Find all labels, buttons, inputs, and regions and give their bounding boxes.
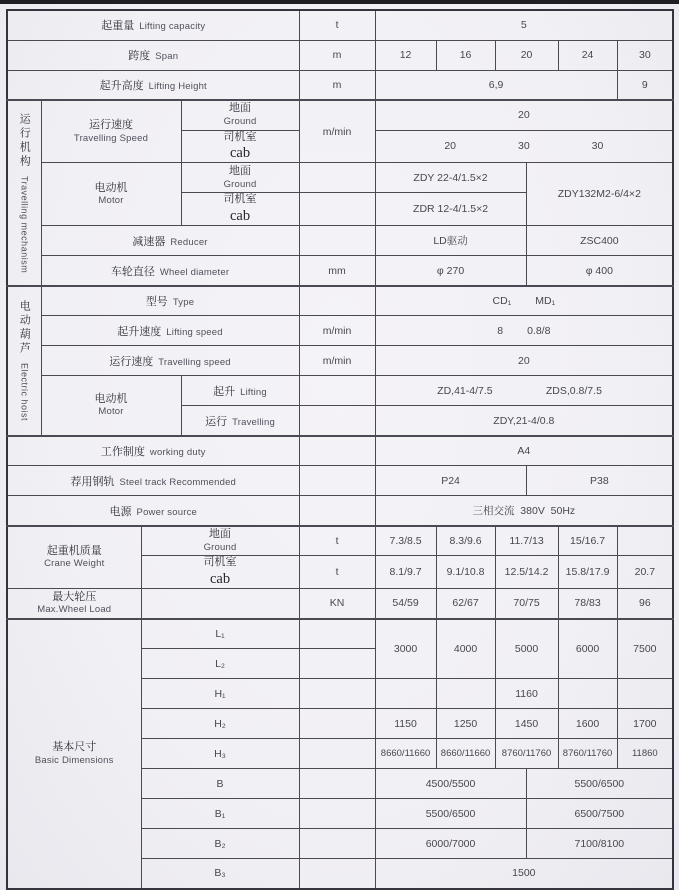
hoist-motor-lifting-value-1: ZD,41-4/7.5 [437,384,493,397]
page-top-rule [0,0,679,4]
crane-weight-cab-value-2: 9.1/10.8 [436,556,495,589]
hoist-motor-lifting-unit [299,376,375,406]
tm-motor-ground-label [181,163,299,193]
row-tm-speed-ground [7,100,673,130]
dim-l2-unit [299,649,375,679]
crane-weight-ground-label [141,526,299,556]
hoist-travelling-speed-label [41,346,299,376]
crane-weight-label-en: Crane Weight [44,558,105,570]
lifting-capacity-label [7,10,299,40]
max-wheel-load-value-4: 78/83 [558,589,617,619]
row-wheel-diameter [7,256,673,286]
dim-l1-unit [299,619,375,649]
lifting-capacity-unit: t [299,10,375,40]
hoist-travelling-speed-label-cn: 运行速度 [109,355,154,368]
lifting-height-label-en: Lifting Height [148,80,207,92]
tm-speed-label-cn: 运行速度 [89,118,133,131]
lifting-capacity-label-en: Lifting capacity [139,21,206,33]
working-duty-label [7,436,299,466]
lifting-capacity-value: 5 [375,10,673,40]
hoist-motor-travelling-en: Travelling [232,416,275,428]
lifting-height-value-main: 6,9 [375,70,617,100]
dim-l12-value-5: 7500 [617,619,673,679]
tm-motor-merged-value: ZDY132M2-6/4×2 [526,163,673,226]
row-working-duty [7,436,673,466]
row-reducer [7,226,673,256]
hoist-travelling-speed-label-en: Travelling speed [158,356,231,368]
reducer-unit [299,226,375,256]
crane-weight-cab-value-5: 20.7 [617,556,673,589]
hoist-type-label [41,286,299,316]
power-source-unit [299,496,375,526]
hoist-travelling-speed-value: 20 [375,346,673,376]
basic-dimensions-label [7,619,141,889]
hoist-type-unit [299,286,375,316]
wheel-diameter-label [41,256,299,286]
hoist-type-values [375,286,673,316]
span-value-20: 20 [495,40,558,70]
max-wheel-load-value-2: 62/67 [436,589,495,619]
row-dim-l1 [7,619,673,649]
hoist-lifting-speed-values [375,316,673,346]
basic-dimensions-label-cn: 基本尺寸 [52,740,97,753]
crane-weight-cab-unit: t [299,556,375,589]
tm-motor-cab-value: ZDR 12-4/1.5×2 [375,193,526,226]
wheel-diameter-unit: mm [299,256,375,286]
power-source-label-cn: 电源 [109,505,132,518]
crane-spec-table [6,9,674,890]
dim-b2-symbol: B₂ [141,829,299,859]
tm-motor-cab-en: cab [229,208,251,225]
basic-dimensions-label-en: Basic Dimensions [34,754,114,766]
dim-l2-symbol: L₂ [141,649,299,679]
dim-h3-symbol: H₃ [141,739,299,769]
reducer-value-left: LD驱动 [375,226,526,256]
row-crane-weight-ground [7,526,673,556]
hoist-lifting-speed-label-en: Lifting speed [166,326,223,338]
max-wheel-load-sublabel-empty [141,589,299,619]
row-hoist-type [7,286,673,316]
max-wheel-load-label-en: Max.Wheel Load [37,604,112,616]
crane-weight-ground-unit: t [299,526,375,556]
dim-h1-value-5 [617,679,673,709]
dim-h3-unit [299,739,375,769]
tm-speed-ground-en: Ground [223,116,257,128]
crane-weight-ground-value-1: 7.3/8.5 [375,526,436,556]
dim-b2-value-right: 7100/8100 [526,829,673,859]
dim-b3-unit [299,859,375,889]
tm-motor-label-cn: 电动机 [94,181,128,194]
hoist-type-label-cn: 型号 [145,296,168,308]
dim-h1-value-3: 1160 [495,679,558,709]
tm-motor-cab-label [181,193,299,226]
tm-motor-cab-cn: 司机室 [223,193,257,206]
dim-h1-value-4 [558,679,617,709]
hoist-section-label-en: Electric hoist [19,363,30,422]
crane-weight-ground-value-4: 15/16.7 [558,526,617,556]
span-value-30: 30 [617,40,673,70]
crane-weight-cab-label [141,556,299,589]
lifting-height-label-cn: 起升高度 [99,79,144,92]
row-power-source [7,496,673,526]
max-wheel-load-value-5: 96 [617,589,673,619]
span-label-cn: 跨度 [128,50,151,62]
crane-weight-label [7,526,141,589]
row-tm-motor-ground [7,163,673,193]
dim-b1-symbol: B₁ [141,799,299,829]
dim-b-unit [299,769,375,799]
dim-l12-value-1: 3000 [375,619,436,679]
crane-weight-cab-cn: 司机室 [203,556,237,569]
crane-weight-ground-value-2: 8.3/9.6 [436,526,495,556]
tm-speed-cab-en: cab [229,145,251,162]
reducer-value-right: ZSC400 [526,226,673,256]
tm-section-label-cn: 运行机构 [18,112,31,169]
power-source-label [7,496,299,526]
reducer-label-en: Reducer [170,236,208,248]
steel-track-label [7,466,299,496]
row-max-wheel-load [7,589,673,619]
dim-h2-unit [299,709,375,739]
tm-speed-label [41,100,181,163]
hoist-lifting-speed-unit: m/min [299,316,375,346]
working-duty-label-en: working duty [149,447,206,458]
dim-h1-unit [299,679,375,709]
row-lifting-capacity [7,10,673,40]
tm-speed-cab-value-3: 30 [591,140,604,153]
tm-motor-label-en: Motor [98,195,124,207]
hoist-motor-lifting-values [375,376,673,406]
tm-speed-label-en: Travelling Speed [73,132,149,144]
tm-motor-ground-unit [299,163,375,193]
tm-motor-ground-en: Ground [223,178,257,190]
dim-h2-value-1: 1150 [375,709,436,739]
lifting-height-value-30: 9 [617,70,673,100]
working-duty-label-cn: 工作制度 [100,446,145,458]
dim-h2-value-3: 1450 [495,709,558,739]
dim-h2-value-4: 1600 [558,709,617,739]
tm-motor-label [41,163,181,226]
dim-h3-value-1: 8660/11660 [375,739,436,769]
dim-h2-value-2: 1250 [436,709,495,739]
max-wheel-load-label-cn: 最大轮压 [52,590,97,603]
max-wheel-load-label [7,589,141,619]
tm-motor-ground-value: ZDY 22-4/1.5×2 [375,163,526,193]
wheel-diameter-label-cn: 车轮直径 [110,265,155,278]
hoist-section-label [7,286,41,436]
span-value-24: 24 [558,40,617,70]
crane-weight-cab-value-3: 12.5/14.2 [495,556,558,589]
crane-weight-ground-value-3: 11.7/13 [495,526,558,556]
crane-weight-cab-value-1: 8.1/9.7 [375,556,436,589]
dim-l12-value-3: 5000 [495,619,558,679]
hoist-motor-label-cn: 电动机 [94,392,128,405]
hoist-motor-label-en: Motor [98,406,124,418]
dim-h1-symbol: H₁ [141,679,299,709]
dim-b-symbol: B [141,769,299,799]
max-wheel-load-unit: KN [299,589,375,619]
crane-weight-ground-value-5 [617,526,673,556]
dim-h3-value-3: 8760/11760 [495,739,558,769]
hoist-motor-travelling-unit [299,406,375,436]
hoist-lifting-speed-label [41,316,299,346]
span-label-en: Span [155,51,179,62]
crane-weight-cab-value-4: 15.8/17.9 [558,556,617,589]
power-source-value: 三相交流 380V 50Hz [375,496,673,526]
dim-b1-value-left: 5500/6500 [375,799,526,829]
tm-speed-cab-value-2: 30 [517,140,530,153]
hoist-motor-lifting-value-2: ZDS,0.8/7.5 [545,384,602,397]
hoist-type-value-md: MD₁ [535,295,556,307]
row-hoist-lifting-speed [7,316,673,346]
steel-track-value-right: P38 [526,466,673,496]
hoist-travelling-speed-unit: m/min [299,346,375,376]
dim-h3-value-5: 11860 [617,739,673,769]
dim-l12-value-4: 6000 [558,619,617,679]
steel-track-label-en: Steel track Recommended [119,476,237,488]
lifting-height-unit: m [299,70,375,100]
row-lifting-height [7,70,673,100]
tm-speed-ground-value: 20 [375,100,673,130]
tm-speed-cab-cn: 司机室 [223,130,257,143]
dim-h3-value-2: 8660/11660 [436,739,495,769]
row-hoist-motor-lifting [7,376,673,406]
hoist-lifting-speed-value-1: 8 [497,324,504,337]
steel-track-value-left: P24 [375,466,526,496]
steel-track-label-cn: 荐用钢轨 [70,475,115,488]
hoist-type-label-en: Type [172,297,195,308]
row-steel-track [7,466,673,496]
span-value-16: 16 [436,40,495,70]
crane-weight-label-cn: 起重机质量 [46,544,102,557]
hoist-lifting-speed-label-cn: 起升速度 [117,325,162,338]
hoist-motor-travelling-cn: 运行 [205,415,228,428]
reducer-label-cn: 减速器 [132,235,166,248]
tm-speed-cab-values [375,130,673,163]
tm-speed-ground-cn: 地面 [229,102,252,115]
tm-speed-unit: m/min [299,100,375,163]
dim-h2-value-5: 1700 [617,709,673,739]
dim-h3-value-4: 8760/11760 [558,739,617,769]
dim-h2-symbol: H₂ [141,709,299,739]
dim-h1-value-1 [375,679,436,709]
power-source-label-en: Power source [136,506,198,518]
reducer-label [41,226,299,256]
wheel-diameter-value-left: φ 270 [375,256,526,286]
dim-b2-unit [299,829,375,859]
hoist-motor-travelling-value: ZDY,21-4/0.8 [375,406,673,436]
dim-b1-value-right: 6500/7500 [526,799,673,829]
tm-motor-ground-cn: 地面 [229,165,252,178]
dim-b-value-right: 5500/6500 [526,769,673,799]
span-label [7,40,299,70]
wheel-diameter-label-en: Wheel diameter [159,266,230,278]
dim-h1-value-2 [436,679,495,709]
hoist-type-value-cd: CD₁ [492,295,512,307]
span-value-12: 12 [375,40,436,70]
tm-speed-cab-value-1: 20 [444,140,457,153]
wheel-diameter-value-right: φ 400 [526,256,673,286]
lifting-capacity-label-cn: 起重量 [101,20,135,33]
dim-b2-value-left: 6000/7000 [375,829,526,859]
hoist-section-label-cn: 电动葫芦 [18,300,31,357]
tm-speed-cab-label [181,130,299,163]
tm-motor-cab-unit [299,193,375,226]
lifting-height-label [7,70,299,100]
dim-l1-symbol: L₁ [141,619,299,649]
row-hoist-travelling-speed [7,346,673,376]
crane-weight-ground-en: Ground [203,541,237,553]
span-unit: m [299,40,375,70]
dim-b3-value: 1500 [375,859,673,889]
dim-b1-unit [299,799,375,829]
hoist-lifting-speed-value-2: 0.8/8 [527,324,551,337]
hoist-motor-label [41,376,181,436]
dim-l12-value-2: 4000 [436,619,495,679]
tm-section-label-en: Travelling mechanism [19,175,30,273]
hoist-motor-lifting-cn: 起升 [213,385,236,398]
tm-speed-ground-label [181,100,299,130]
max-wheel-load-value-3: 70/75 [495,589,558,619]
hoist-motor-lifting-en: Lifting [240,386,267,398]
working-duty-unit [299,436,375,466]
dim-b-value-left: 4500/5500 [375,769,526,799]
dim-b3-symbol: B₃ [141,859,299,889]
crane-weight-ground-cn: 地面 [209,528,232,541]
hoist-motor-travelling-label [181,406,299,436]
steel-track-unit [299,466,375,496]
working-duty-value: A4 [375,436,673,466]
max-wheel-load-value-1: 54/59 [375,589,436,619]
row-span [7,40,673,70]
tm-section-label [7,100,41,286]
hoist-motor-lifting-label [181,376,299,406]
crane-weight-cab-en: cab [209,571,231,587]
